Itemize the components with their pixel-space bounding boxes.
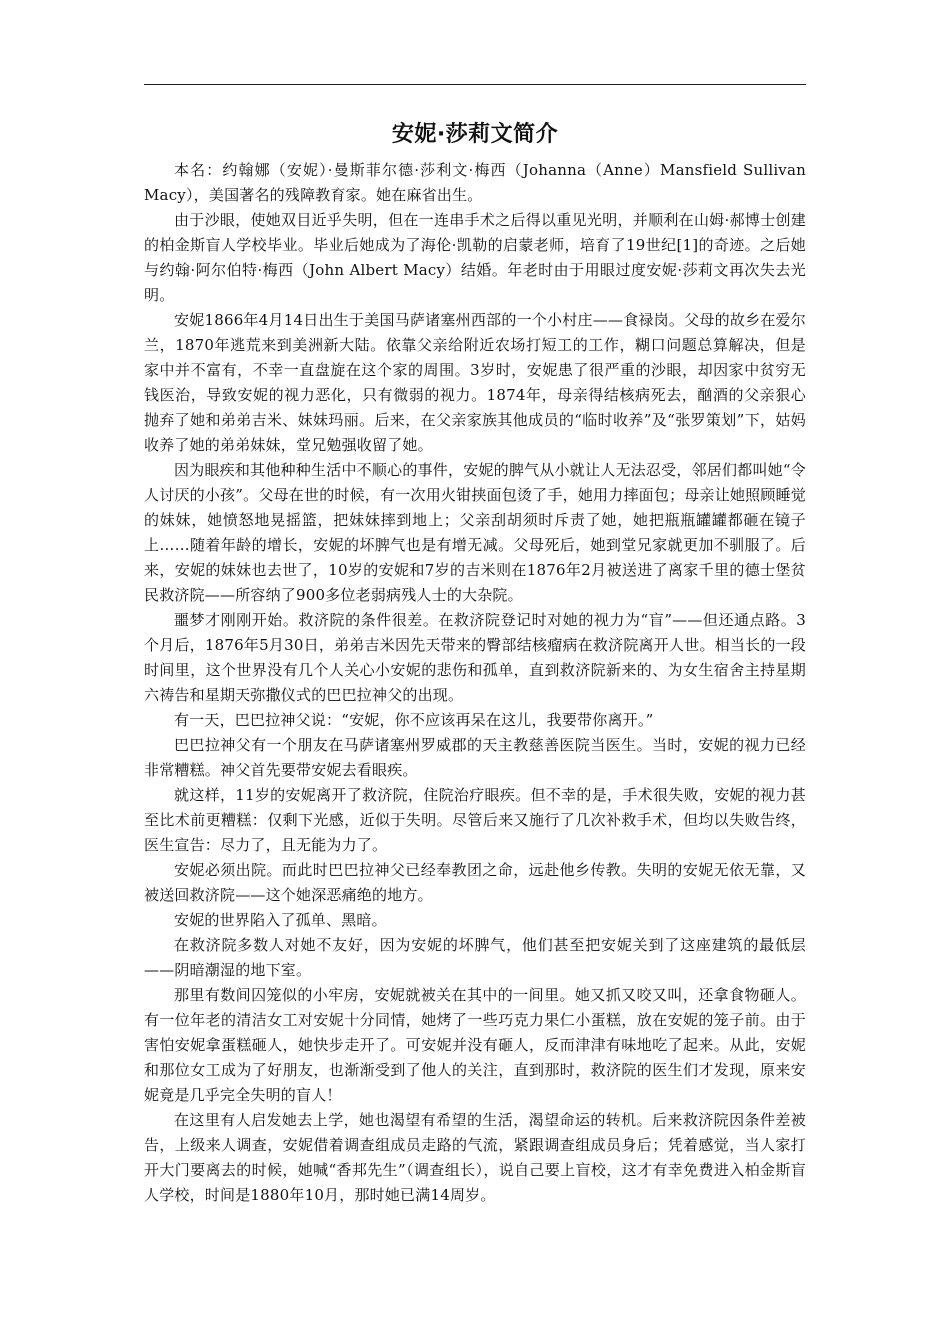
paragraph: 巴巴拉神父有一个朋友在马萨诸塞州罗威郡的天主教慈善医院当医生。当时，安妮的视力已经非常糟糕。神父首先要带安妮去看眼疾。 — [144, 736, 806, 779]
paragraph: 安妮的世界陷入了孤单、黑暗。 — [174, 911, 387, 929]
paragraph: 在救济院多数人对她不友好，因为安妮的坏脾气，他们甚至把安妮关到了这座建筑的最低层——阴暗潮湿的地下室。 — [144, 936, 806, 979]
paragraph: 那里有数间囚笼似的小牢房，安妮就被关在其中的一间里。她又抓又咬又叫，还拿食物砸人。有一位年老的清洁女工对安妮十分同情，她烤了一些巧克力果仁小蛋糕，放在安妮的笼子前。由于害怕安妮拿蛋糕砸人，她快步走开了。可安妮并没有砸人，反而津津有味地吃了起来。从此，安妮和那位女工成为了好朋友，也渐渐受到了他人的关注，直到那时，救济院的医生们才发现，原来安妮竟是几乎完全失明的盲人！ — [144, 986, 806, 1104]
header-rule — [144, 84, 806, 85]
paragraph: 本名：约翰娜（安妮）·曼斯菲尔德·莎利文·梅西（Johanna（Anne）Mansfield Sullivan Macy），美国著名的残障教育家。她在麻省出生。 — [144, 161, 806, 204]
paragraph: 由于沙眼，使她双目近乎失明，但在一连串手术之后得以重见光明，并顺利在山姆·郝博士创建的柏金斯盲人学校毕业。毕业后她成为了海伦·凯勒的启蒙老师，培育了19世纪[1]的奇迹。之后她与约翰·阿尔伯特·梅西（John Albert Macy）结婚。年老时由于用眼过度安妮·莎莉文再次失去光明。 — [144, 211, 806, 304]
paragraph: 就这样，11岁的安妮离开了救济院，住院治疗眼疾。但不幸的是，手术很失败，安妮的视力甚至比术前更糟糕：仅剩下光感，近似于失明。尽管后来又施行了几次补救手术，但均以失败告终，医生宣告：尽力了，且无能为力了。 — [144, 786, 806, 854]
document-title: 安妮·莎莉文简介 — [391, 122, 559, 147]
document-body — [144, 158, 806, 1208]
paragraph: 在这里有人启发她去上学，她也渴望有希望的生活，渴望命运的转机。后来救济院因条件差被告，上级来人调查，安妮借着调查组成员走路的气流，紧跟调查组成员身后；凭着感觉，当人家打开大门要离去的时候，她喊“香邦先生”（调查组长），说自己要上盲校，这才有幸免费进入柏金斯盲人学校，时间是1880年10月，那时她已满14周岁。 — [144, 1111, 806, 1204]
paragraph: 有一天，巴巴拉神父说：“安妮，你不应该再呆在这儿，我要带你离开。” — [174, 711, 654, 729]
paragraph: 因为眼疾和其他种种生活中不顺心的事件，安妮的脾气从小就让人无法忍受，邻居们都叫她“令人讨厌的小孩”。父母在世的时候，有一次用火钳挟面包烫了手，她用力摔面包；母亲让她照顾睡觉的妹妹，她愤怒地晃摇篮，把妹妹摔到地上；父亲刮胡须时斥责了她，她把瓶瓶罐罐都砸在镜子上……随着年龄的增长，安妮的坏脾气也是有增无减。父母死后，她到堂兄家就更加不驯服了。后来，安妮的妹妹也去世了，10岁的安妮和7岁的吉米则在1876年2月被送进了离家千里的德士堡贫民救济院——所容纳了900多位老弱病残人士的大杂院。 — [144, 461, 806, 604]
paragraph: 噩梦才刚刚开始。救济院的条件很差。在救济院登记时对她的视力为“盲”——但还通点路。3个月后，1876年5月30日，弟弟吉米因先天带来的臀部结核瘤病在救济院离开人世。相当长的一段时间里，这个世界没有几个人关心小安妮的悲伤和孤单，直到救济院新来的、为女生宿舍主持星期六祷告和星期天弥撒仪式的巴巴拉神父的出现。 — [144, 611, 806, 704]
paragraph: 安妮必须出院。而此时巴巴拉神父已经奉教团之命，远赴他乡传教。失明的安妮无依无靠，又被送回救济院——这个她深恶痛绝的地方。 — [144, 861, 806, 904]
paragraph: 安妮1866年4月14日出生于美国马萨诸塞州西部的一个小村庄——食禄岗。父母的故乡在爱尔兰，1870年逃荒来到美洲新大陆。依靠父亲给附近农场打短工的工作，糊口问题总算解决，但是家中并不富有，不幸一直盘旋在这个家的周围。3岁时，安妮患了很严重的沙眼，却因家中贫穷无钱医治，导致安妮的视力恶化，只有微弱的视力。1874年，母亲得结核病死去，酗酒的父亲狠心抛弃了她和弟弟吉米、妹妹玛丽。后来，在父亲家族其他成员的“临时收养”及“张罗策划”下，姑妈收养了她的弟弟妹妹，堂兄勉强收留了她。 — [144, 311, 806, 454]
